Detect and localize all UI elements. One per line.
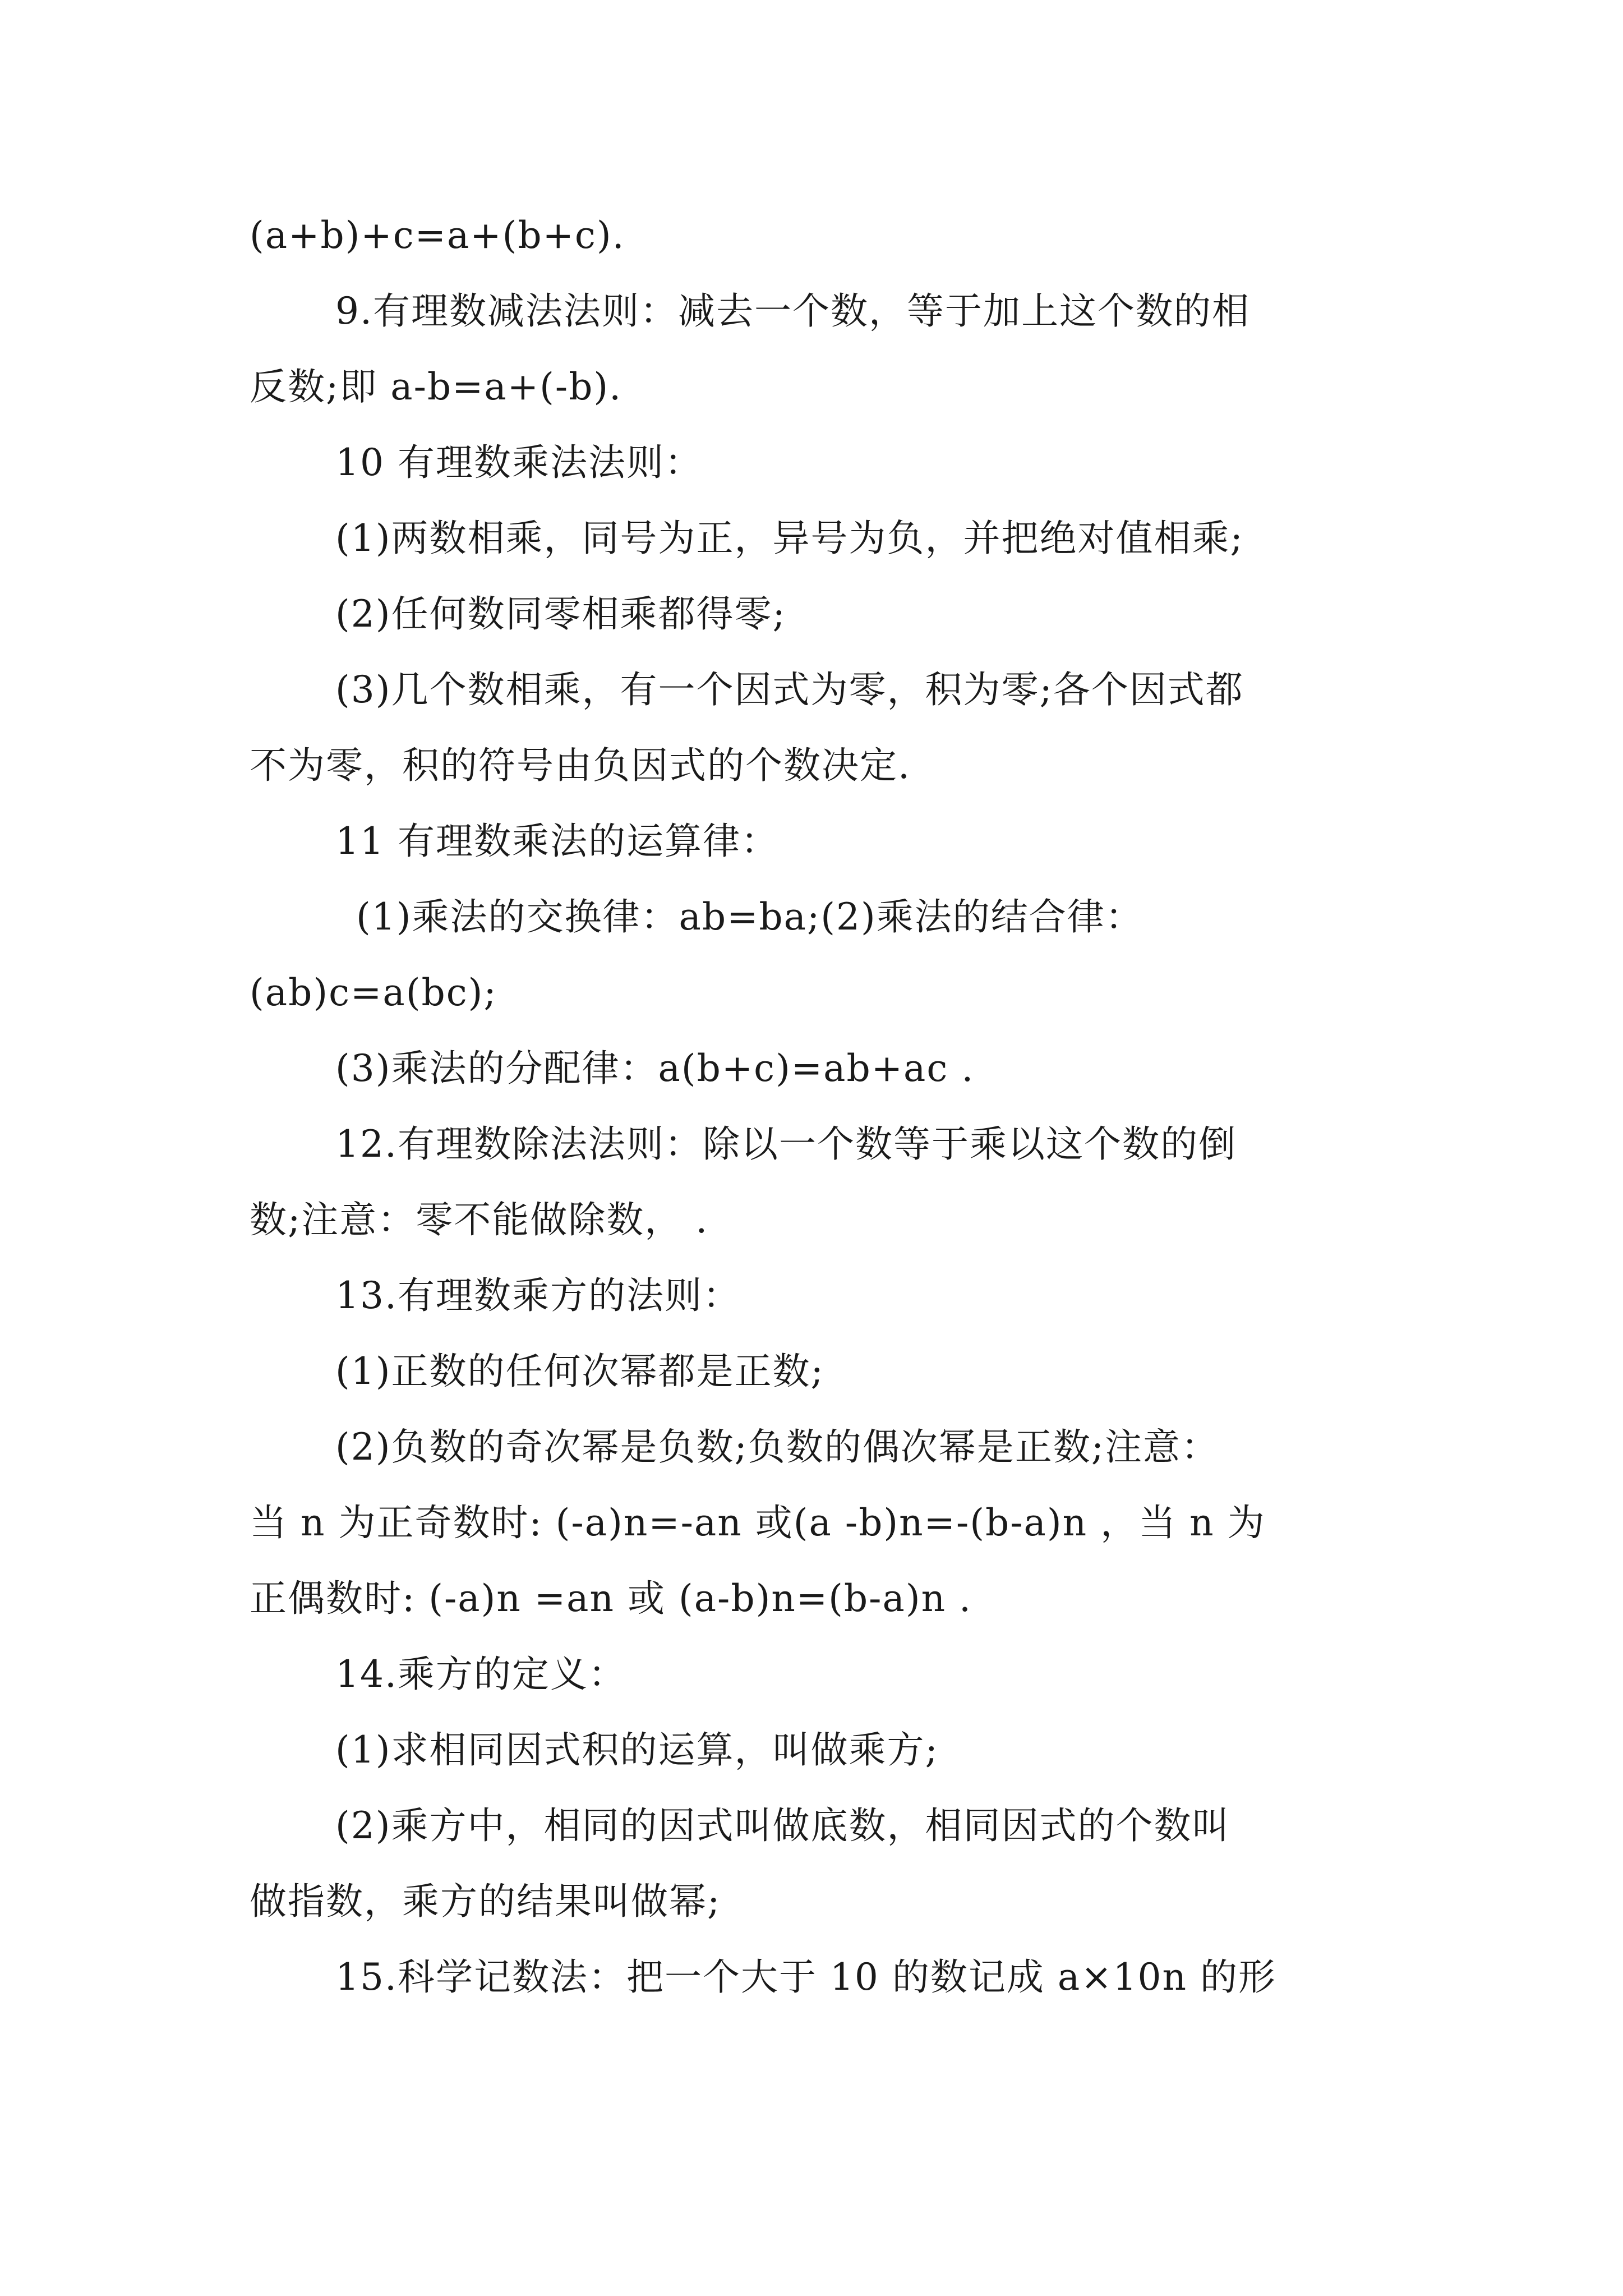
heading-rule-13: 13.有理数乘方的法则：	[335, 1274, 741, 1317]
text-line-rule-10-3: (3)几个数相乘，有一个因式为零，积为零;各个因式都	[335, 668, 1244, 711]
heading-rule-14: 14.乘方的定义：	[335, 1653, 626, 1696]
heading-rule-11: 11 有理数乘法的运算律：	[335, 820, 779, 863]
text-line-rule-11-2-cont: (ab)c=a(bc);	[250, 971, 497, 1014]
text-line-rule-10-2: (2)任何数同零相乘都得零;	[335, 592, 786, 636]
text-line-rule-9-cont: 反数;即 a-b=a+(-b).	[250, 365, 623, 408]
text-line-associative-law: (a+b)+c=a+(b+c).	[250, 214, 625, 257]
text-line-rule-11-1-2: (1)乘法的交换律：ab=ba;(2)乘法的结合律：	[356, 895, 1144, 938]
text-line-rule-11-3: (3)乘法的分配律：a(b+c)=ab+ac .	[335, 1047, 975, 1090]
text-line-rule-13-1: (1)正数的任何次幂都是正数;	[335, 1350, 824, 1393]
text-line-rule-14-2-cont: 做指数，乘方的结果叫做幂;	[250, 1880, 721, 1923]
text-line-rule-10-3-cont: 不为零，积的符号由负因式的个数决定.	[250, 744, 911, 787]
text-line-rule-12: 12.有理数除法法则：除以一个数等于乘以这个数的倒	[335, 1122, 1237, 1166]
text-line-rule-12-cont: 数;注意：零不能做除数， .	[250, 1198, 709, 1241]
text-line-rule-13-2-cont: 当 n 为正奇数时: (-a)n=-an 或(a -b)n=-(b-a)n ，当 n 为	[250, 1501, 1266, 1544]
text-line-rule-9: 9.有理数减法法则：减去一个数，等于加上这个数的相	[335, 289, 1250, 333]
text-line-rule-13-2: (2)负数的奇次幂是负数;负数的偶次幂是正数;注意：	[335, 1425, 1219, 1469]
text-line-rule-14-2: (2)乘方中，相同的因式叫做底数，相同因式的个数叫	[335, 1804, 1230, 1847]
text-line-rule-13-2-cont2: 正偶数时: (-a)n =an 或 (a-b)n=(b-a)n .	[250, 1577, 972, 1620]
text-line-rule-10-1: (1)两数相乘，同号为正，异号为负，并把绝对值相乘;	[335, 517, 1244, 560]
text-line-rule-15: 15.科学记数法：把一个大于 10 的数记成 a×10n 的形	[335, 1955, 1277, 1999]
heading-rule-10: 10 有理数乘法法则：	[335, 441, 703, 484]
text-line-rule-14-1: (1)求相同因式积的运算，叫做乘方;	[335, 1728, 939, 1772]
